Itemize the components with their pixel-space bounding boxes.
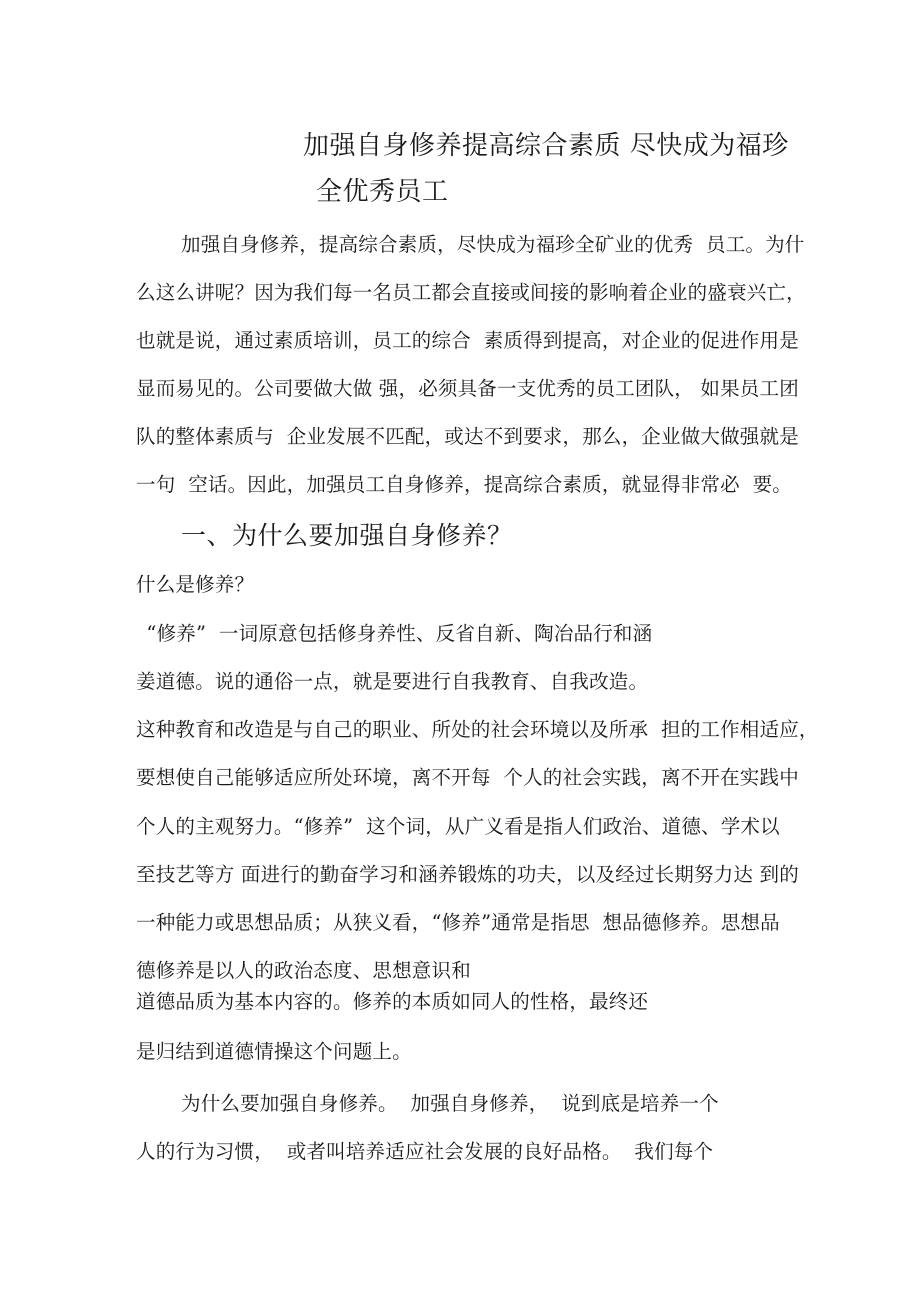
definition-line-5: 个人的主观努力。“修养” 这个词，从广义看是指人们政治、道德、学术以 [136, 815, 780, 838]
definition-line-10: 是归结到道德情操这个问题上。 [136, 1040, 412, 1063]
definition-line-7: 一种能力或思想品质；从狭义看，“修养”通常是指思 想品德修养。思想品 [136, 911, 780, 934]
definition-line-1: “修养” 一词原意包括修身养性、反省自新、陶冶品行和涵 [140, 622, 653, 645]
document-title-line-1: 加强自身修养提高综合素质 尽快成为福珍 [303, 131, 789, 161]
definition-line-4: 要想使自己能够适应所处环境，离不开每 个人的社会实践，离不开在实践中 [136, 766, 799, 789]
why-line-2: 人的行为习惯， 或者叫培养适应社会发展的良好品格。 我们每个 [136, 1140, 714, 1163]
intro-line-6: 一句 空话。因此，加强员工自身修养，提高综合素质，就显得非常必 要。 [136, 473, 792, 496]
intro-line-1: 加强自身修养，提高综合素质，尽快成为福珍全矿业的优秀 员工。为什 [181, 233, 805, 256]
what-is-heading: 什么是修养？ [136, 573, 255, 596]
section-heading-1: 一、为什么要加强自身修养？ [181, 521, 513, 550]
definition-line-6: 至技艺等方 面进行的勤奋学习和涵养锻炼的功夫，以及经过长期努力达 到的 [136, 863, 799, 886]
why-line-1: 为什么要加强自身修养。 加强自身修养， 说到底是培养一个 [181, 1092, 719, 1115]
definition-line-9: 道德品质为基本内容的。修养的本质如同人的性格，最终还 [136, 990, 649, 1013]
definition-line-8: 德修养是以人的政治态度、思想意识和 [136, 959, 471, 982]
document-title-line-2: 全优秀员工 [316, 177, 449, 207]
intro-line-4: 显而易见的。公司要做大做 强，必须具备一支优秀的员工团队， 如果员工团 [136, 377, 799, 400]
intro-line-5: 队的整体素质与 企业发展不匹配，或达不到要求，那么，企业做大做强就是 [136, 425, 799, 448]
intro-line-2: 么这么讲呢？因为我们每一名员工都会直接或间接的影响着企业的盛衰兴亡， [136, 281, 806, 304]
intro-line-3: 也就是说，通过素质培训，员工的综合 素质得到提高，对企业的促进作用是 [136, 329, 799, 352]
definition-line-2: 姜道德。说的通俗一点，就是要进行自我教育、自我改造。 [136, 670, 649, 693]
definition-line-3: 这种教育和改造是与自己的职业、所处的社会环境以及所承 担的工作相适应， [136, 718, 819, 741]
